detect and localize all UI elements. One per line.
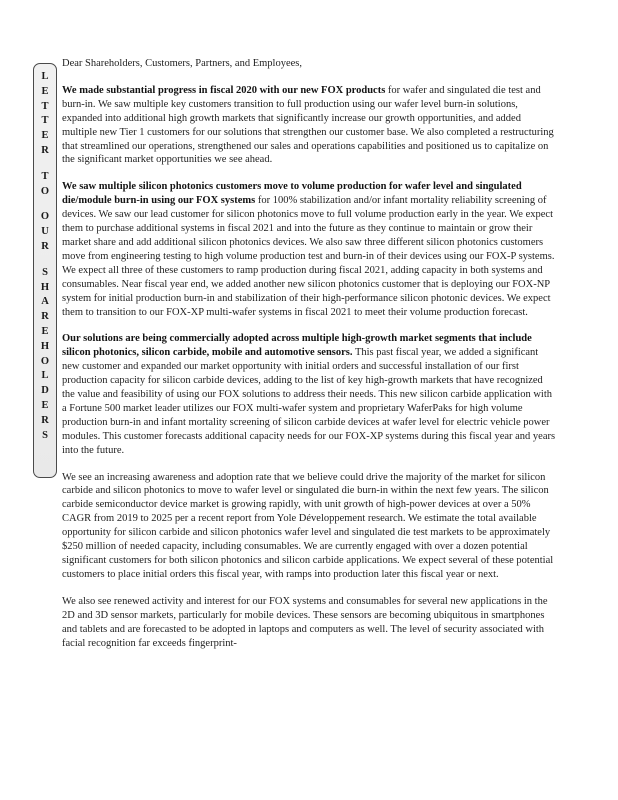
tab-letter: O xyxy=(40,355,50,367)
tab-letter: O xyxy=(40,185,50,197)
tab-letter: D xyxy=(41,385,49,397)
tab-letter: E xyxy=(41,325,49,337)
tab-letter: H xyxy=(40,281,50,293)
tab-letter: T xyxy=(41,100,49,112)
tab-letter: R xyxy=(41,414,49,426)
tab-letter: R xyxy=(41,240,49,252)
paragraph-bold-lead: We made substantial progress in fiscal 2020 with our new FOX products xyxy=(62,84,386,96)
tab-letter: T xyxy=(41,170,49,182)
tab-word-letter xyxy=(41,70,49,159)
tab-letter: L xyxy=(41,370,49,382)
letter-body xyxy=(62,57,558,663)
tab-letter: L xyxy=(41,71,49,82)
tab-letter: E xyxy=(41,399,49,411)
tab-letter: O xyxy=(40,211,50,223)
tab-letter: R xyxy=(41,311,49,323)
tab-letter: T xyxy=(41,115,49,127)
letter-paragraph: We made substantial progress in fiscal 2020 with our new FOX products for wafer and singulated die test and burn-in. We saw multiple key customers transition to full production using our wafer level burn-in solutions, expanded into additional high growth markets that significantly increase our growth opportunities, and added multiple new Tier 1 customers for our solutions that strengthen our customer base. We also completed a restructuring that streamlined our operations, strengthened our sales and operations capabilities and positioned us to capitalize on the significant market opportunities we see ahead. xyxy=(62,84,554,166)
letter-paragraph: We see an increasing awareness and adoption rate that we believe could drive the majority of the market for silicon carbide and silicon photonics to move to wafer level or singulated die burn-in within the next few years. The silicon carbide semiconductor device market is growing rapidly, with unit growth of high-power devices at over a 50% CAGR from 2019 to 2025 per a recent report from Yole Développement research. We estimate the total available opportunity for silicon carbide and silicon photonics wafer level and singulated die test markets to be approximately $250 million of needed capacity, including consumables. We are currently engaged with over a dozen potential significant customers for both silicon photonics and silicon carbide applications. We expect several of these potential customers to place initial orders this fiscal year, with ramps into production later this fiscal year or next. xyxy=(62,471,554,580)
tab-letter: U xyxy=(41,226,49,238)
tab-word-shareholders xyxy=(41,266,49,444)
tab-letter: E xyxy=(41,85,49,97)
tab-letter: R xyxy=(41,144,49,156)
tab-letter: H xyxy=(40,340,50,352)
paragraph-bold-lead: Our solutions are being commercially adopted across multiple high-growth market segments that include silicon photonics, silicon carbide, mobile and automotive sensors. xyxy=(62,333,532,359)
tab-letter: A xyxy=(41,296,49,308)
tab-letter: E xyxy=(41,130,49,142)
letter-to-our-shareholders-tab xyxy=(33,63,57,478)
letter-paragraph: Our solutions are being commercially adopted across multiple high-growth market segments that include silicon photonics, silicon carbide, mobile and automotive sensors. This past fiscal year, we added a significant new customer and expanded our market opportunity with initial orders and successful installation of our first production capacity for silicon carbide devices, adding to the list of key high-growth markets that have recognized the value and feasibility of using our FOX solutions to address their needs. This new silicon carbide application with a Fortune 500 market leader utilizes our FOX multi-wafer system and proprietary WaferPaks for high volume production burn-in and infant mortality screening of silicon carbide devices at wafer level for electric vehicle power modules. This customer forecasts additional capacity needs for our FOX-XP systems during this fiscal year and years into the future. xyxy=(62,333,556,456)
letter-paragraph: We also see renewed activity and interest for our FOX systems and consumables for several new applications in the 2D and 3D sensor markets, particularly for mobile devices. These sensors are becoming ubiquitous in smartphones and tablets and are forecasted to be adopted in laptops and computers as well. The level of security associated with facial recognition far exceeds fingerprint- xyxy=(62,595,548,649)
tab-word-our xyxy=(41,210,49,254)
tab-letter: S xyxy=(42,266,48,278)
tab-word-to xyxy=(41,170,49,200)
salutation: Dear Shareholders, Customers, Partners, and Employees, xyxy=(62,58,302,69)
paragraph-bold-lead: We saw multiple silicon photonics customers move to volume production for wafer level and singulated die/module burn-in using our FOX systems xyxy=(62,181,522,207)
tab-letter: S xyxy=(42,429,48,441)
letter-paragraph: We saw multiple silicon photonics customers move to volume production for wafer level and singulated die/module burn-in using our FOX systems for 100% stabilization and/or infant mortality reliability screening of devices. We saw our lead customer for silicon photonics move to full volume production early in the year. We expect them to purchase additional systems in fiscal 2021 and into the future as they continue to maintain or grow their market share and add additional silicon photonics devices. We also saw three different silicon photonics customers move from engineering testing to high volume production test and burn-in of their devices using our FOX-P systems. We expect all three of these customers to ramp production during fiscal 2021, adding capacity in both systems and consumables. Near fiscal year end, we added another new silicon photonics customer that is deploying our FOX-NP system for initial production burn-in and stabilization of their high-performance silicon photonic devices. We expect them to transition to our FOX-XP multi-wafer systems in fiscal 2021 to meet their volume production forecast. xyxy=(62,181,555,318)
